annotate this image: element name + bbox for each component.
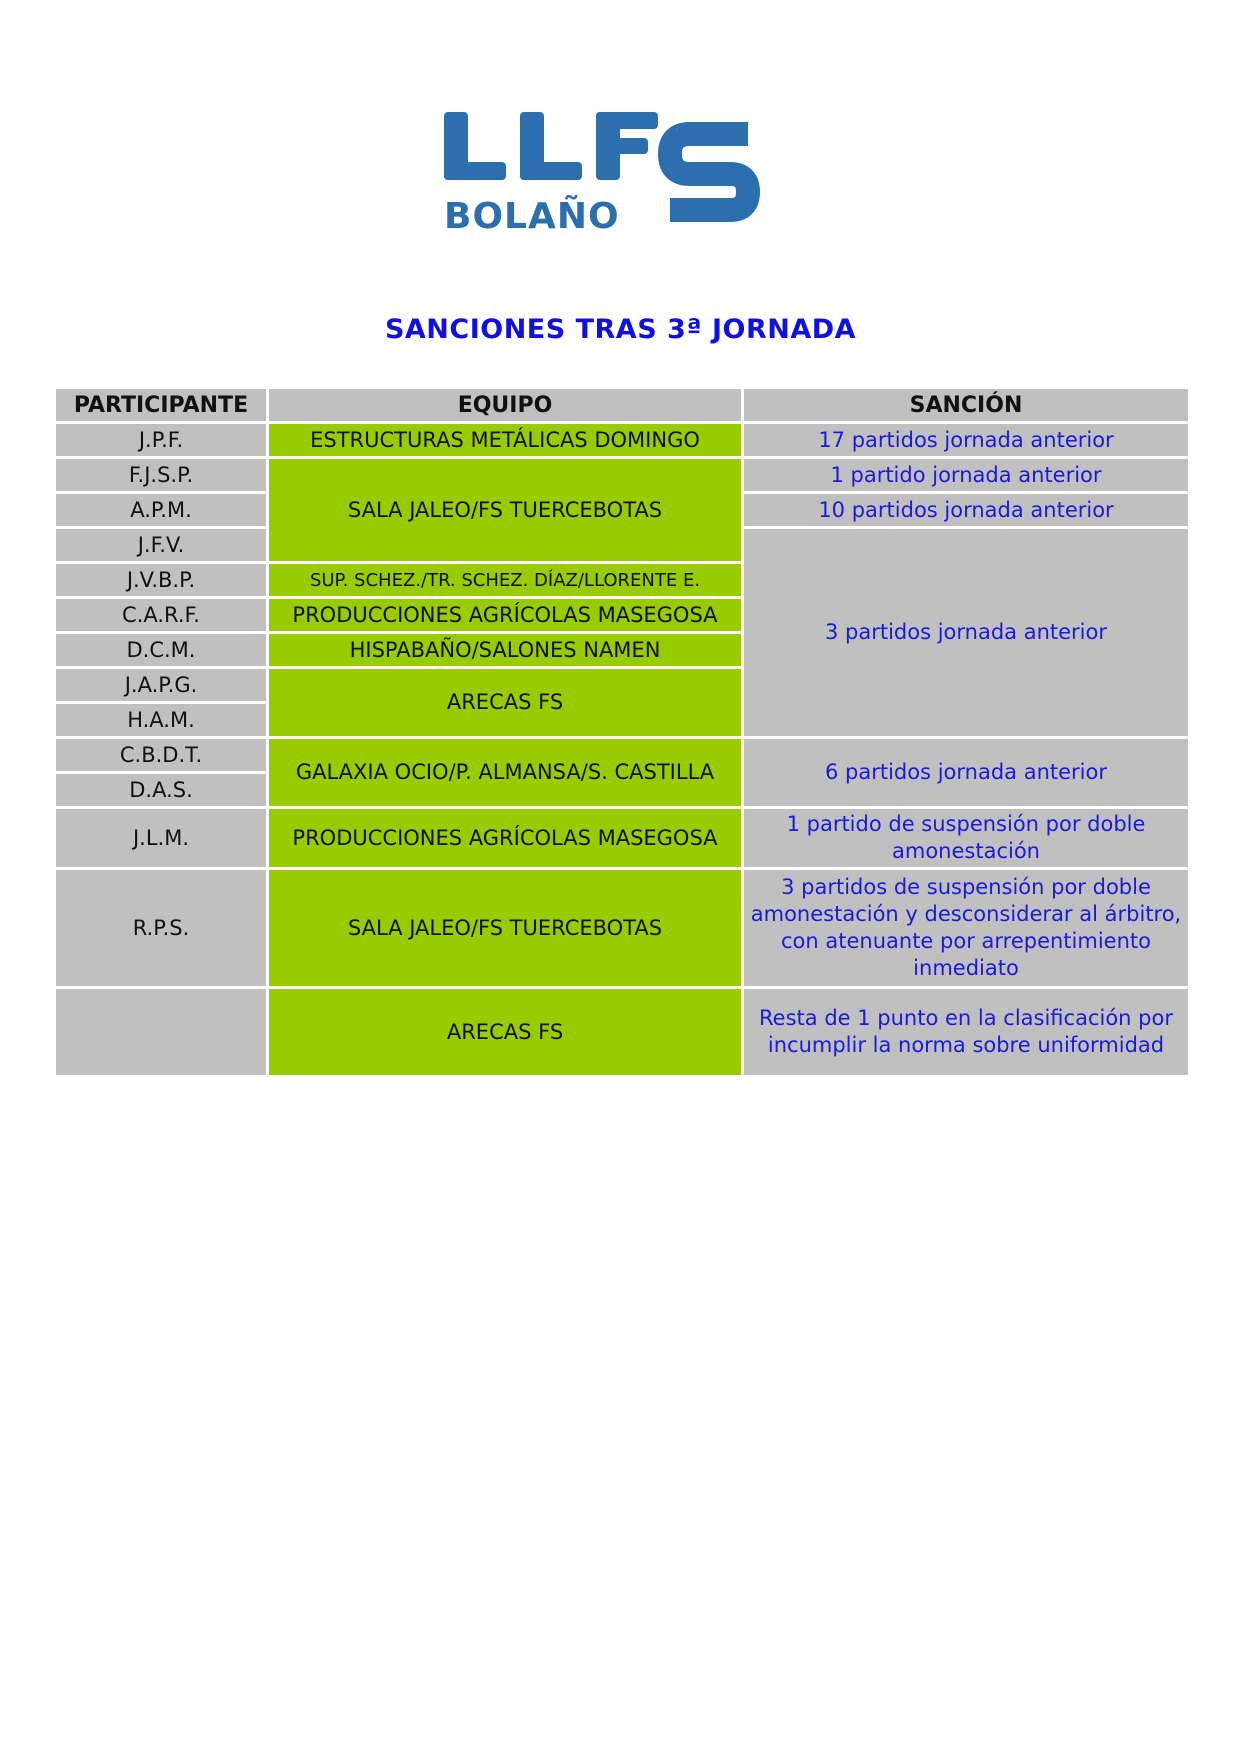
llfs-bolanos-logo [430,100,830,240]
sanction-cell: 6 partidos jornada anterior [744,739,1188,806]
team-cell: SUP. SCHEZ./TR. SCHEZ. DÍAZ/LLORENTE E. [269,564,741,596]
participant-cell: J.P.F. [56,424,266,456]
sanction-cell: 17 partidos jornada anterior [744,424,1188,456]
sanction-cell: 1 partido jornada anterior [744,459,1188,491]
team-cell: GALAXIA OCIO/P. ALMANSA/S. CASTILLA [269,739,741,806]
header-equipo: EQUIPO [269,389,741,421]
participant-cell: D.A.S. [56,774,266,806]
team-cell: PRODUCCIONES AGRÍCOLAS MASEGOSA [269,599,741,631]
participant-cell: F.J.S.P. [56,459,266,491]
team-cell: SALA JALEO/FS TUERCEBOTAS [269,459,741,561]
logo-bottom-text: BOLAÑO [444,196,620,237]
header-sancion: SANCIÓN [744,389,1188,421]
participant-cell: H.A.M. [56,704,266,736]
sanction-cell: 3 partidos jornada anterior [744,529,1188,736]
header-participante: PARTICIPANTE [56,389,266,421]
team-cell: ARECAS FS [269,669,741,736]
team-cell: ESTRUCTURAS METÁLICAS DOMINGO [269,424,741,456]
participant-cell: J.V.B.P. [56,564,266,596]
participant-cell [56,989,266,1075]
participant-cell: C.A.R.F. [56,599,266,631]
participant-cell: D.C.M. [56,634,266,666]
participant-cell: A.P.M. [56,494,266,526]
participant-cell: J.L.M. [56,809,266,867]
participant-cell: J.A.P.G. [56,669,266,701]
sanction-cell: 10 partidos jornada anterior [744,494,1188,526]
team-cell: SALA JALEO/FS TUERCEBOTAS [269,870,741,986]
team-cell: PRODUCCIONES AGRÍCOLAS MASEGOSA [269,809,741,867]
page-title: SANCIONES TRAS 3ª JORNADA [384,314,857,345]
team-cell: ARECAS FS [269,989,741,1075]
sanction-cell: 1 partido de suspensión por doble amonestación [744,809,1188,867]
participant-cell: R.P.S. [56,870,266,986]
team-cell: HISPABAÑO/SALONES NAMEN [269,634,741,666]
logo-top-text: LLF [676,130,678,131]
participant-cell: C.B.D.T. [56,739,266,771]
sanction-cell: Resta de 1 punto en la clasificación por incumplir la norma sobre uniformidad [744,989,1188,1075]
participant-cell: J.F.V. [56,529,266,561]
sanctions-table [56,389,1188,1057]
sanction-cell: 3 partidos de suspensión por doble amonestación y desconsiderar al árbitro, con atenuante por arrepentimiento inmediato [744,870,1188,986]
